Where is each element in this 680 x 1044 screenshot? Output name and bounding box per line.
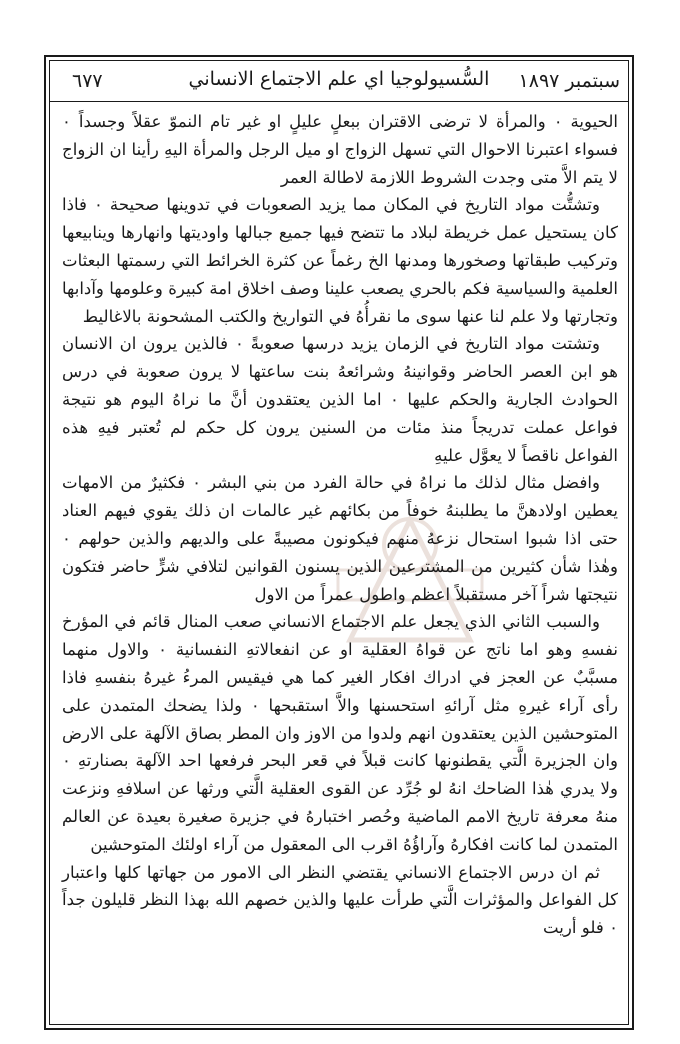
paragraph-4: وافضل مثال لذلك ما نراهُ في حالة الفرد من بني البشر ٠ فكثيرٌ من الامهات يعطين اولادهنَّ ما يطلبنهُ خوفاً من بكائهم غير عالمات ان ذلك يقوي فيهم العناد حتى اذا شبوا استحال نزعهُ منهم فيكونون مصيبةً على والديهم والذين حولهم ٠ وهٰذا شأن كثيرين من المشترعين الذين يسنون القوانين لتلافي شرٍّ حاضر فتكون نتيجتها شراً آخر مستقبلاً اعظم واطول عمراً من الاول [62,473,618,604]
header-date: سبتمبر ١٨٩٧ [518,70,620,92]
paragraph-3: وتشتت مواد التاريخ في الزمان يزيد درسها صعوبةً ٠ فالذين يرون ان الانسان هو ابن العصر الحاضر وقوانينهُ وشرائعهُ بنت ساعتها لا يرون صعوبة في درس الحوادث الجارية والحكم عليها ٠ اما الذين يعتقدون أنَّ ما نراهُ اليوم هو نتيجة فواعل عملت تدريجاً منذ مئات من السنين يرون كل حكم لم تُعتبر فيهِ هذه الفواعل ناقصاً لا يعوَّل عليهِ [62,334,618,465]
article-body [62,108,618,942]
paragraph-5: والسبب الثاني الذي يجعل علم الاجتماع الانساني صعب المنال قائم في المؤرخ نفسهِ وهو اما ناتج عن قواهُ العقلية او عن انفعالاتهِ النفسانية ٠ والاول منهما مسبَّبٌ عن العجز في ادراك افكار الغير كما هي فيقيس المرءُ غيرهُ بنفسهِ فاذا رأى آراء غيرهِ مثل آرائهِ استحسنها والاَّ استقبحها ٠ ولذا يضحك المتمدن على المتوحشين الذين يعتقدون انهم ولدوا من الاوز وان المطر بصاق الآلهة على الارض وان الجزيرة الَّتي يقطنونها كانت قبلاً في قعر البحر فرفعها احد الآلهة بصنارتهِ ٠ ولا يدري هٰذا الضاحك انهُ لو جُرِّد عن القوى العقلية الَّتي ورثها عن اسلافهِ ونزعت منهُ معرفة تاريخ الامم الماضية وحُصر اختبارهُ في جزيرة صغيرة بعيدة عن العالم المتمدن لما كانت افكارهُ وآراؤُهُ اقرب الى المعقول من آراء اولئك المتوحشين [62,612,619,854]
page-number: ٦٧٧ [72,70,103,92]
paragraph-6: ثم ان درس الاجتماع الانساني يقتضي النظر الى الامور من جهاتها كلها واعتبار كل الفواعل والمؤثرات الَّتي طرأت عليها والذين خصهم الله بهذا النظر قليلون جداً ٠ فلو أريت [62,862,618,938]
header-title: السُّسيولوجيا اي علم الاجتماع الانساني [188,68,490,90]
paragraph-2: وتشتُّت مواد التاريخ في المكان مما يزيد الصعوبات في تدوينها صحيحة ٠ فاذا كان يستحيل عمل خريطة لبلاد ما تتضح فيها جميع جبالها واوديتها وانهارها وينابيعها وتركيب طبقاتها وصخورها ومدنها الخ رغماً عن كثرة الخرائط التي رسمتها البعثات العلمية والسياسية فكم بالحري يصعب علينا وصف اخلاق امة كبيرة وعلومها وآدابها وتجارتها ولا علم لنا عنها سوى ما نقرأُهُ في التواريخ والكتب المشحونة بالاغاليط [62,195,618,326]
paragraph-1: الحيوية ٠ والمرأة لا ترضى الاقتران ببعلٍ عليلٍ او غير تام النموّ عقلاً وجسداً ٠ فسواء اعتبرنا الاحوال التي تسهل الزواج او ميل الرجل والمرأة اليهِ رأينا ان الزواج لا يتم الاَّ متى وجدت الشروط اللازمة لاطالة العمر [62,112,618,187]
header-rule [50,101,628,102]
running-header [58,64,620,100]
